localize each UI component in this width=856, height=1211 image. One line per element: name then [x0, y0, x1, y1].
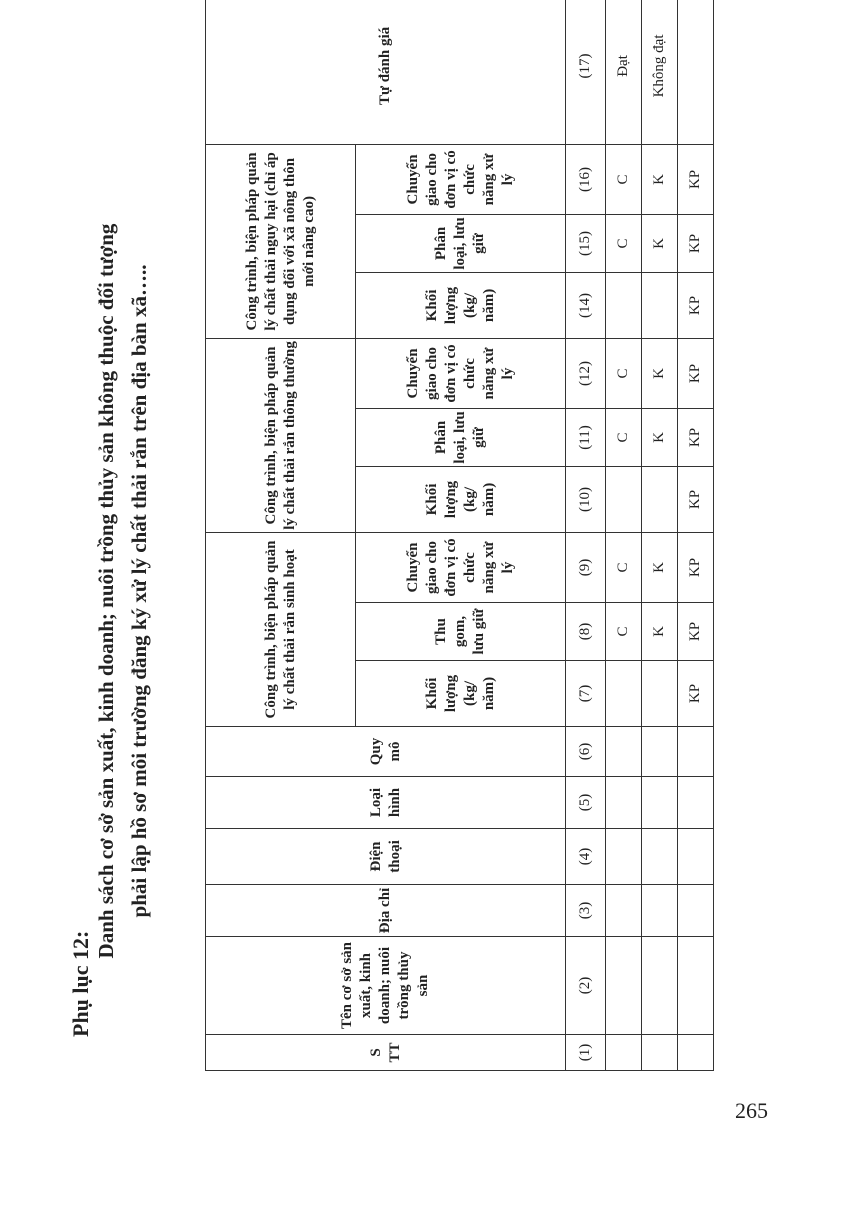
header-name: Tên cơ sở sản xuất, kinh doanh; nuôi trồng thủy sản	[206, 937, 566, 1035]
header-group-domestic: Công trình, biện pháp quản lý chất thải rắn sinh hoạt	[206, 532, 356, 726]
title-line-1: Danh sách cơ sở sản xuất, kinh doanh; nuôi trồng thủy sản không thuộc đối tượng	[94, 223, 118, 959]
table-cell	[606, 1035, 642, 1071]
table-cell: KP	[678, 408, 714, 466]
table-cell	[678, 1035, 714, 1071]
column-number: (17)	[566, 0, 606, 144]
column-number: (3)	[566, 885, 606, 937]
table-cell: C	[606, 408, 642, 466]
table-row	[606, 0, 642, 1071]
header-type: Loại hình	[206, 777, 566, 829]
column-number: (11)	[566, 408, 606, 466]
header-volume: Khối lượng (kg/ năm)	[356, 661, 566, 727]
table-cell: C	[606, 214, 642, 272]
table-cell: K	[642, 408, 678, 466]
header-volume: Khối lượng (kg/ năm)	[356, 272, 566, 338]
table-cell: Không đạt	[642, 0, 678, 144]
table-cell: Đạt	[606, 0, 642, 144]
column-number: (9)	[566, 532, 606, 602]
header-scale: Quy mô	[206, 727, 566, 777]
header-address: Địa chỉ	[206, 885, 566, 937]
table-cell: KP	[678, 603, 714, 661]
table-cell: C	[606, 603, 642, 661]
table-cell	[678, 777, 714, 829]
table-cell	[606, 777, 642, 829]
column-number: (8)	[566, 603, 606, 661]
table-cell	[606, 466, 642, 532]
table-cell	[678, 829, 714, 885]
table-cell	[606, 661, 642, 727]
table-cell	[642, 727, 678, 777]
table-cell: C	[606, 338, 642, 408]
table-cell: KP	[678, 272, 714, 338]
header-transfer: Chuyển giao cho đơn vị có chức năng xử lý	[356, 144, 566, 214]
header-self-eval: Tự đánh giá	[206, 0, 566, 144]
header-classify: Phân loại, lưu giữ	[356, 214, 566, 272]
table-cell	[678, 937, 714, 1035]
header-classify: Phân loại, lưu giữ	[356, 408, 566, 466]
column-number: (15)	[566, 214, 606, 272]
header-transfer: Chuyển giao cho đơn vị có chức năng xử lý	[356, 338, 566, 408]
table-cell	[642, 661, 678, 727]
table-cell: KP	[678, 661, 714, 727]
table-cell	[642, 937, 678, 1035]
header-volume: Khối lượng (kg/ năm)	[356, 466, 566, 532]
table-cell	[606, 885, 642, 937]
header-group-normal: Công trình, biện pháp quản lý chất thải rắn thông thường	[206, 338, 356, 532]
table-cell	[606, 829, 642, 885]
table-cell: C	[606, 532, 642, 602]
table-cell	[642, 885, 678, 937]
table-cell	[606, 272, 642, 338]
table-cell	[678, 0, 714, 144]
table-cell	[678, 727, 714, 777]
data-table	[205, 0, 714, 1071]
header-collect: Thu gom, lưu giữ	[356, 603, 566, 661]
table-cell	[678, 885, 714, 937]
table-row	[642, 0, 678, 1071]
column-number: (5)	[566, 777, 606, 829]
table-cell	[642, 1035, 678, 1071]
table-cell: KP	[678, 144, 714, 214]
column-number: (4)	[566, 829, 606, 885]
table-cell: KP	[678, 338, 714, 408]
header-group-hazard: Công trình, biện pháp quản lý chất thải nguy hại (chỉ áp dụng đối với xã nông thôn mới nâng cao)	[206, 144, 356, 338]
table-cell	[642, 777, 678, 829]
column-number: (7)	[566, 661, 606, 727]
table-cell	[642, 829, 678, 885]
column-number: (1)	[566, 1035, 606, 1071]
document-title	[90, 141, 156, 1041]
table-cell: K	[642, 144, 678, 214]
column-number: (14)	[566, 272, 606, 338]
table-cell	[642, 466, 678, 532]
table-cell: K	[642, 338, 678, 408]
table-cell: KP	[678, 214, 714, 272]
column-number: (6)	[566, 727, 606, 777]
header-phone: Điện thoại	[206, 829, 566, 885]
table-cell	[606, 727, 642, 777]
table-cell: KP	[678, 532, 714, 602]
appendix-title: Phụ lục 12:	[68, 930, 93, 1037]
column-number: (2)	[566, 937, 606, 1035]
table-cell: K	[642, 532, 678, 602]
header-transfer: Chuyển giao cho đơn vị có chức năng xử lý	[356, 532, 566, 602]
table-cell: C	[606, 144, 642, 214]
table-cell: K	[642, 214, 678, 272]
header-stt: S TT	[206, 1035, 566, 1071]
table-cell	[642, 272, 678, 338]
title-line-2: phải lập hồ sơ môi trường đăng ký xử lý chất thải rắn trên địa bàn xã…..	[127, 264, 151, 918]
page-number: 265	[735, 1098, 768, 1123]
column-number: (10)	[566, 466, 606, 532]
table-cell	[606, 937, 642, 1035]
table-cell: K	[642, 603, 678, 661]
column-number-row	[566, 0, 606, 1071]
column-number: (16)	[566, 144, 606, 214]
column-number: (12)	[566, 338, 606, 408]
table-cell: KP	[678, 466, 714, 532]
table-row	[678, 0, 714, 1071]
